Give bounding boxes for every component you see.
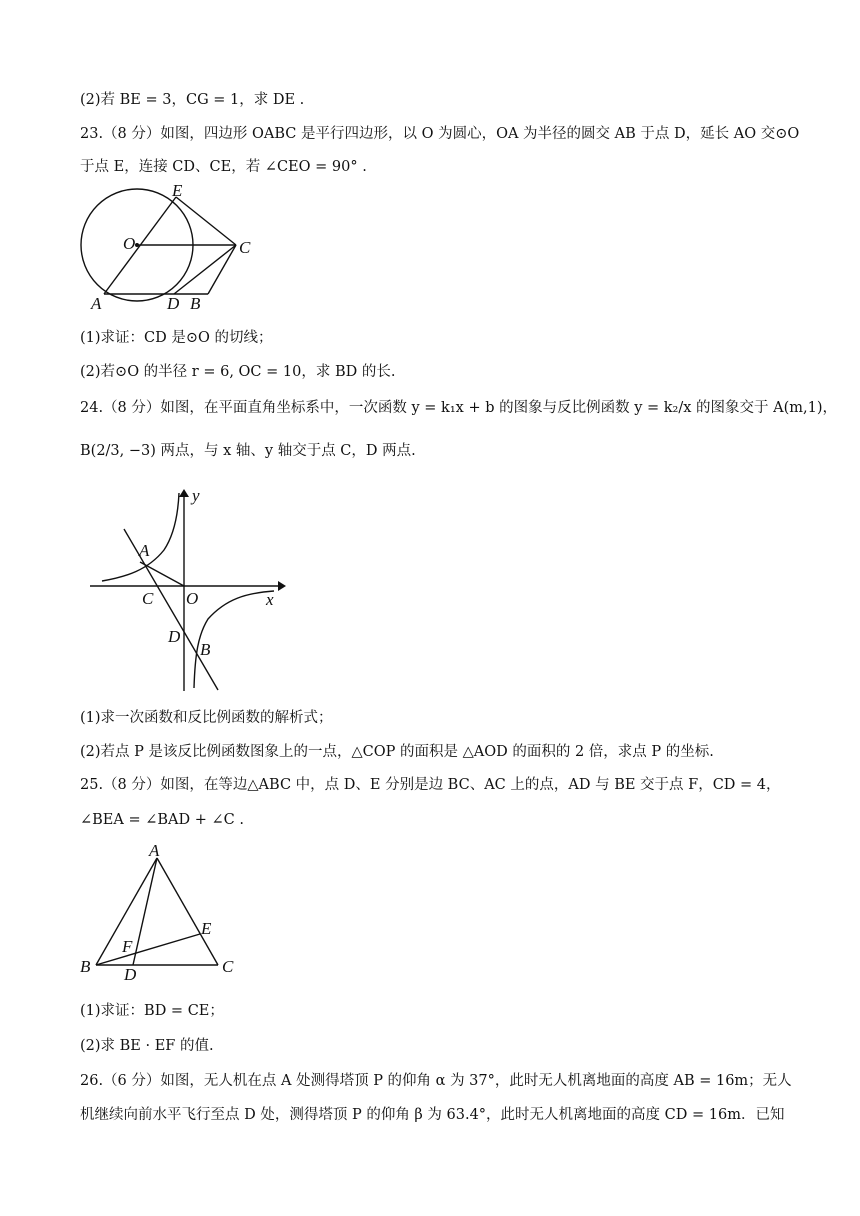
- label-C: C: [239, 238, 251, 257]
- q23-stem-2: 于点 E，连接 CD、CE，若 ∠CEO = 90° .: [80, 159, 367, 175]
- figure-q23: [76, 183, 266, 313]
- q25-stem-1: 25.（8 分）如图，在等边△ABC 中，点 D、E 分别是边 BC、AC 上的点，AD 与 BE 交于点 F，CD = 4，: [80, 777, 781, 793]
- q26-stem-1: 26.（6 分）如图，无人机在点 A 处测得塔顶 P 的仰角 α 为 37°，此时无人机离地面的高度 AB = 16m；无人: [80, 1073, 792, 1089]
- label-C: C: [142, 589, 154, 608]
- label-F: F: [122, 937, 133, 956]
- q24-stem-1: 24.（8 分）如图，在平面直角坐标系中，一次函数 y = k₁x + b 的图象与反比例函数 y = k₂/x 的图象交于 A(m,1)，: [80, 400, 838, 416]
- label-y: y: [192, 486, 200, 505]
- label-O: O: [123, 234, 136, 253]
- q26-stem-2: 机继续向前水平飞行至点 D 处，测得塔顶 P 的仰角 β 为 63.4°，此时无人机离地面的高度 CD = 16m．已知: [80, 1107, 785, 1123]
- label-E: E: [201, 919, 212, 938]
- q25-sub2: (2)求 BE · EF 的值.: [80, 1038, 214, 1054]
- label-O: O: [186, 589, 199, 608]
- q24-sub2: (2)若点 P 是该反比例函数图象上的一点，△COP 的面积是 △AOD 的面积的 2 倍，求点 P 的坐标.: [80, 744, 714, 760]
- figure-q25: [78, 840, 248, 980]
- label-D: D: [124, 965, 137, 980]
- q22-sub2: (2)若 BE = 3，CG = 1，求 DE .: [80, 92, 305, 108]
- q25-sub1: (1)求证：BD = CE；: [80, 1003, 224, 1019]
- label-D: D: [168, 627, 181, 646]
- q24-sub1: (1)求一次函数和反比例函数的解析式；: [80, 710, 333, 726]
- q25-stem-2: ∠BEA = ∠BAD + ∠C .: [80, 812, 244, 828]
- label-C: C: [222, 957, 234, 976]
- q23-sub1: (1)求证：CD 是⊙O 的切线；: [80, 330, 273, 346]
- label-E: E: [172, 183, 183, 200]
- label-A: A: [139, 541, 150, 560]
- q23-stem-1: 23.（8 分）如图，四边形 OABC 是平行四边形，以 O 为圆心，OA 为半径的圆交 AB 于点 D，延长 AO 交⊙O: [80, 126, 800, 142]
- label-D: D: [167, 294, 180, 313]
- label-B: B: [80, 957, 91, 976]
- label-A: A: [149, 841, 160, 860]
- q23-sub2: (2)若⊙O 的半径 r = 6, OC = 10，求 BD 的长.: [80, 364, 396, 380]
- label-A: A: [91, 294, 102, 313]
- label-B: B: [190, 294, 201, 313]
- label-B: B: [200, 640, 211, 659]
- label-x: x: [266, 590, 274, 609]
- q24-stem-2: B(2/3, −3) 两点，与 x 轴、y 轴交于点 C，D 两点.: [80, 443, 416, 459]
- figure-q24: [86, 485, 286, 695]
